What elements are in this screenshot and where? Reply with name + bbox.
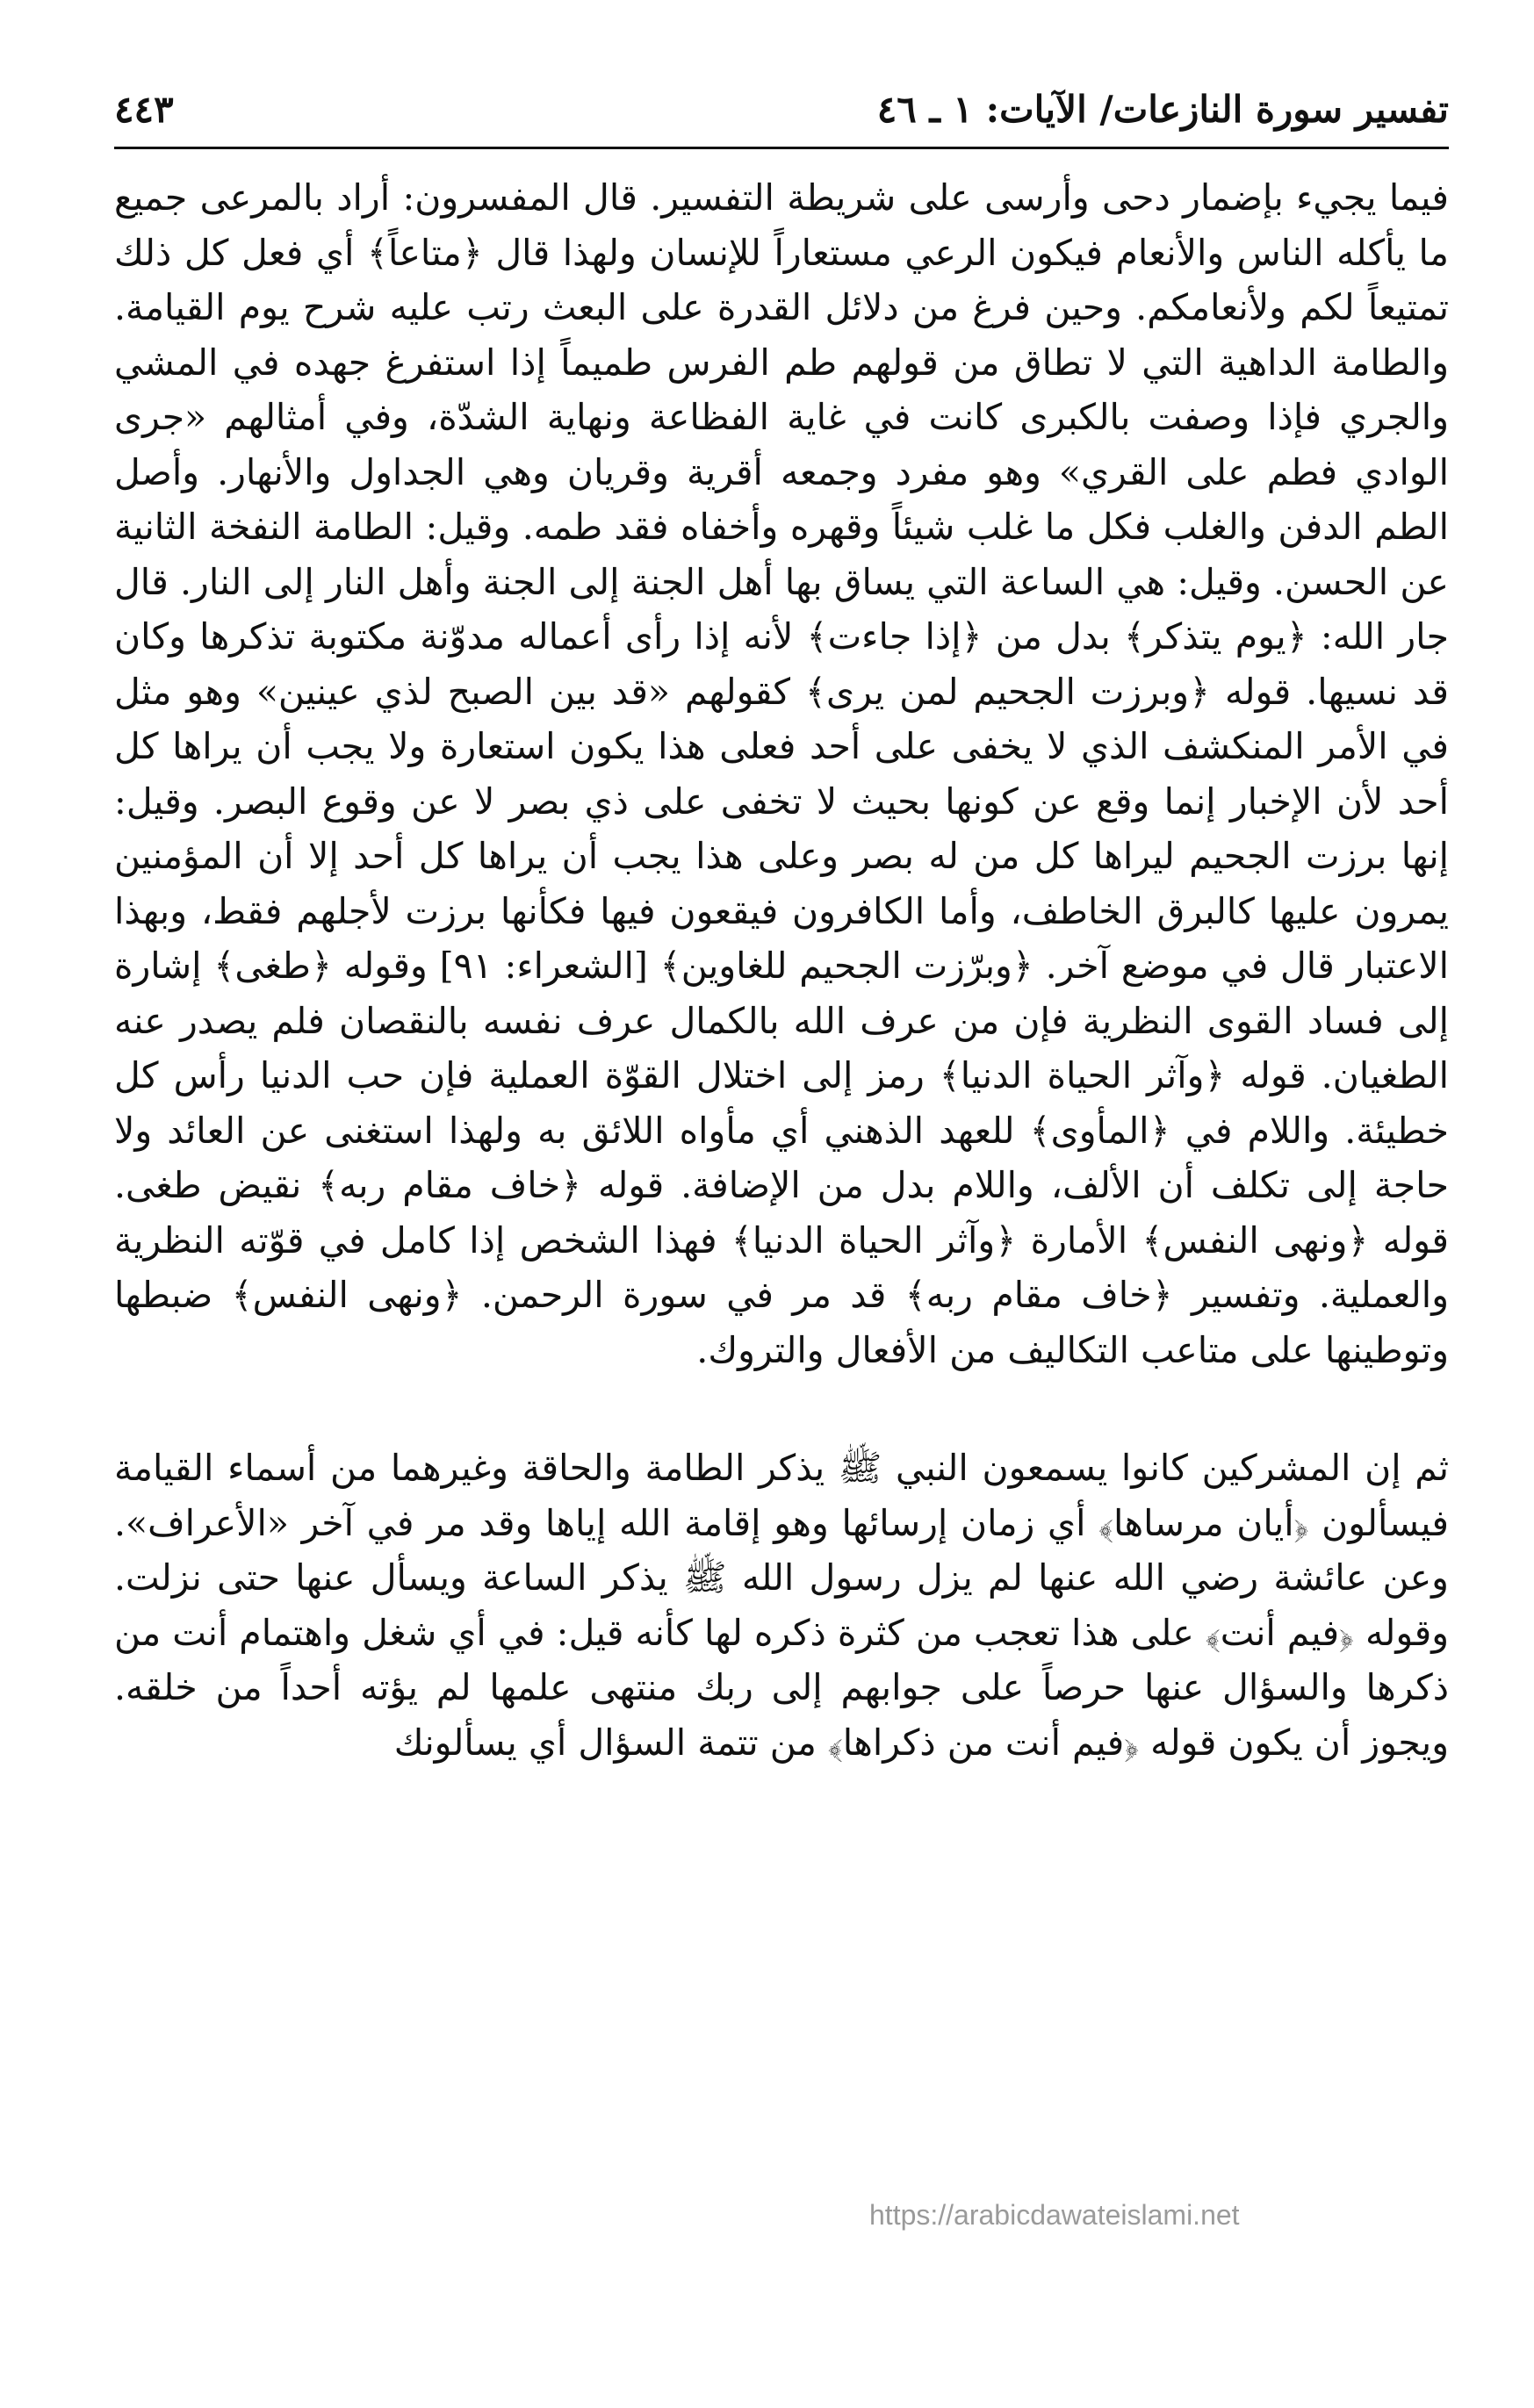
paragraph: فيما يجيء بإضمار دحى وأرسى على شريطة التفسير. قال المفسرون: أراد بالمرعى جميع ما يأكله الناس والأنعام فيكون الرعي مستعاراً للإنسان ولهذا قال ﴿متاعاً﴾ أي فعل كل ذلك تمتيعاً لكم ولأنعامكم. وحين فرغ من دلائل القدرة على البعث رتب عليه شرح يوم القيامة. والطامة الداهية التي لا تطاق من قولهم طم الفرس طميماً إذا استفرغ جهده في المشي والجري فإذا وصفت بالكبرى كانت في غاية الفظاعة ونهاية الشدّة، وفي أمثالهم «جرى الوادي فطم على القري» وهو مفرد وجمعه أقرية وقريان وهي الجداول والأنهار. وأصل الطم الدفن والغلب فكل ما غلب شيئاً وقهره وأخفاه فقد طمه. وقيل: الطامة النفخة الثانية عن الحسن. وقيل: هي الساعة التي يساق بها أهل الجنة إلى الجنة وأهل النار إلى النار. قال جار الله: ﴿يوم يتذكر﴾ بدل من ﴿إذا جاءت﴾ لأنه إذا رأى أعماله مدوّنة مكتوبة تذكرها وكان قد نسيها. قوله ﴿وبرزت الجحيم لمن يرى﴾ كقولهم «قد بين الصبح لذي عينين» وهو مثل في الأمر المنكشف الذي لا يخفى على أحد فعلى هذا يكون استعارة ولا يجب أن يراها كل أحد لأن الإخبار إنما وقع عن كونها بحيث لا تخفى على ذي بصر لا عن وقوع البصر. وقيل: إنها برزت الجحيم ليراها كل من له بصر وعلى هذا يجب أن يراها كل أحد إلا أن المؤمنين يمرون عليها كالبرق الخاطف، وأما الكافرون فيقعون فيها فكأنها برزت لأجلهم فقط، وبهذا الاعتبار قال في موضع آخر. ﴿وبرّزت الجحيم للغاوين﴾ [الشعراء: ٩١] وقوله ﴿طغى﴾ إشارة إلى فساد القوى النظرية فإن من عرف الله بالكمال عرف نفسه بالنقصان فلم يصدر عنه الطغيان. قوله ﴿وآثر الحياة الدنيا﴾ رمز إلى اختلال القوّة العملية فإن حب الدنيا رأس كل خطيئة. واللام في ﴿المأوى﴾ للعهد الذهني أي مأواه اللائق به ولهذا استغنى عن العائد ولا حاجة إلى تكلف أن الألف، واللام بدل من الإضافة. قوله ﴿خاف مقام ربه﴾ نقيض طغى. قوله ﴿ونهى النفس﴾ الأمارة ﴿وآثر الحياة الدنيا﴾ فهذا الشخص إذا كامل في قوّته النظرية والعملية. وتفسير ﴿خاف مقام ربه﴾ قد مر في سورة الرحمن. ﴿ونهى النفس﴾ ضبطها وتوطينها على متاعب التكاليف من الأفعال والتروك. [114, 176, 1449, 1371]
watermark-url: https://arabicdawateislami.net [869, 2199, 1240, 2231]
page-header [114, 83, 1449, 147]
paragraph: ثم إن المشركين كانوا يسمعون النبي ﷺ يذكر الطامة والحاقة وغيرهما من أسماء القيامة فيسألون ﴿أيان مرساها﴾ أي زمان إرسائها وهو إقامة الله إياها وقد مر في آخر «الأعراف». وعن عائشة رضي الله عنها لم يزل رسول الله ﷺ يذكر الساعة ويسأل عنها حتى نزلت. وقوله ﴿فيم أنت﴾ على هذا تعجب من كثرة ذكره لها كأنه قيل: في أي شغل واهتمام أنت من ذكرها والسؤال عنها حرصاً على جوابهم إلى ربك منتهى علمها لم يؤته أحداً من خلقه. ويجوز أن يكون قوله ﴿فيم أنت من ذكراها﴾ من تتمة السؤال أي يسألونك [114, 1447, 1449, 1764]
page-number: ٤٤٣ [114, 88, 174, 131]
body-text [114, 170, 1449, 1770]
running-title: تفسير سورة النازعات/ الآيات: ١ ـ ٤٦ [876, 88, 1449, 131]
page [114, 83, 1449, 1770]
paragraph-gap [114, 1377, 1449, 1441]
header-rule [114, 147, 1449, 149]
